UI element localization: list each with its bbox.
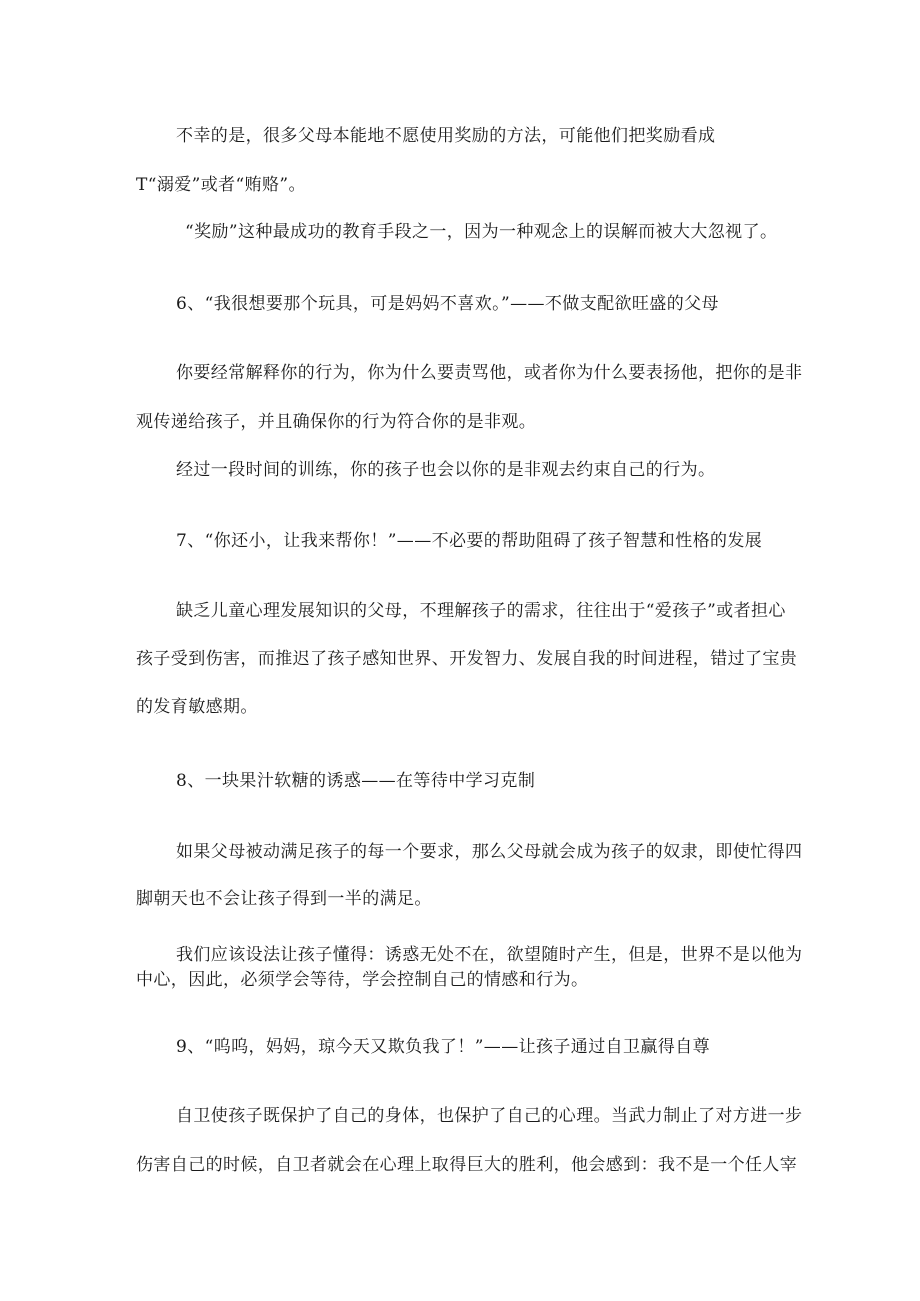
text-line: 观传递给孩子，并且确保你的行为符合你的是非观。 bbox=[136, 412, 537, 432]
text-line: T“溺爱”或者“贿赂”。 bbox=[136, 175, 306, 195]
section-heading: 7、“你还小，让我来帮你！”——不必要的帮助阻碍了孩子智慧和性格的发展 bbox=[176, 531, 763, 551]
text-line: 的发育敏感期。 bbox=[136, 697, 258, 717]
section-heading: 8、一块果汁软糖的诱惑——在等待中学习克制 bbox=[176, 771, 536, 791]
text-line: 不幸的是，很多父母本能地不愿使用奖励的方法，可能他们把奖励看成 bbox=[176, 126, 716, 146]
text-line: 缺乏儿童心理发展知识的父母，不理解孩子的需求，往往出于“爱孩子”或者担心 bbox=[176, 601, 786, 621]
text-line: “奖励”这种最成功的教育手段之一，因为一种观念上的误解而被大大忽视了。 bbox=[185, 222, 778, 242]
text-line: 如果父母被动满足孩子的每一个要求，那么父母就会成为孩子的奴隶，即使忙得四 bbox=[176, 842, 803, 862]
section-heading: 9、“呜呜，妈妈，琼今天又欺负我了！”——让孩子通过自卫赢得自尊 bbox=[176, 1037, 710, 1057]
text-line: 孩子受到伤害，而推迟了孩子感知世界、开发智力、发展自我的时间进程，错过了宝贵 bbox=[136, 649, 798, 669]
text-line: 中心，因此，必须学会等待，学会控制自己的情感和行为。 bbox=[136, 970, 589, 990]
text-line: 伤害自己的时候，自卫者就会在心理上取得巨大的胜利，他会感到：我不是一个任人宰 bbox=[136, 1155, 798, 1175]
text-line: 你要经常解释你的行为，你为什么要责骂他，或者你为什么要表扬他，把你的是非 bbox=[176, 363, 803, 383]
text-line: 我们应该设法让孩子懂得：诱惑无处不在，欲望随时产生，但是，世界不是以他为 bbox=[176, 945, 803, 965]
section-heading: 6、“我很想要那个玩具，可是妈妈不喜欢。”——不做支配欲旺盛的父母 bbox=[176, 294, 719, 314]
text-line: 经过一段时间的训练，你的孩子也会以你的是非观去约束自己的行为。 bbox=[176, 460, 716, 480]
text-line: 脚朝天也不会让孩子得到一半的满足。 bbox=[136, 889, 432, 909]
text-line: 自卫使孩子既保护了自己的身体，也保护了自己的心理。当武力制止了对方进一步 bbox=[176, 1106, 803, 1126]
